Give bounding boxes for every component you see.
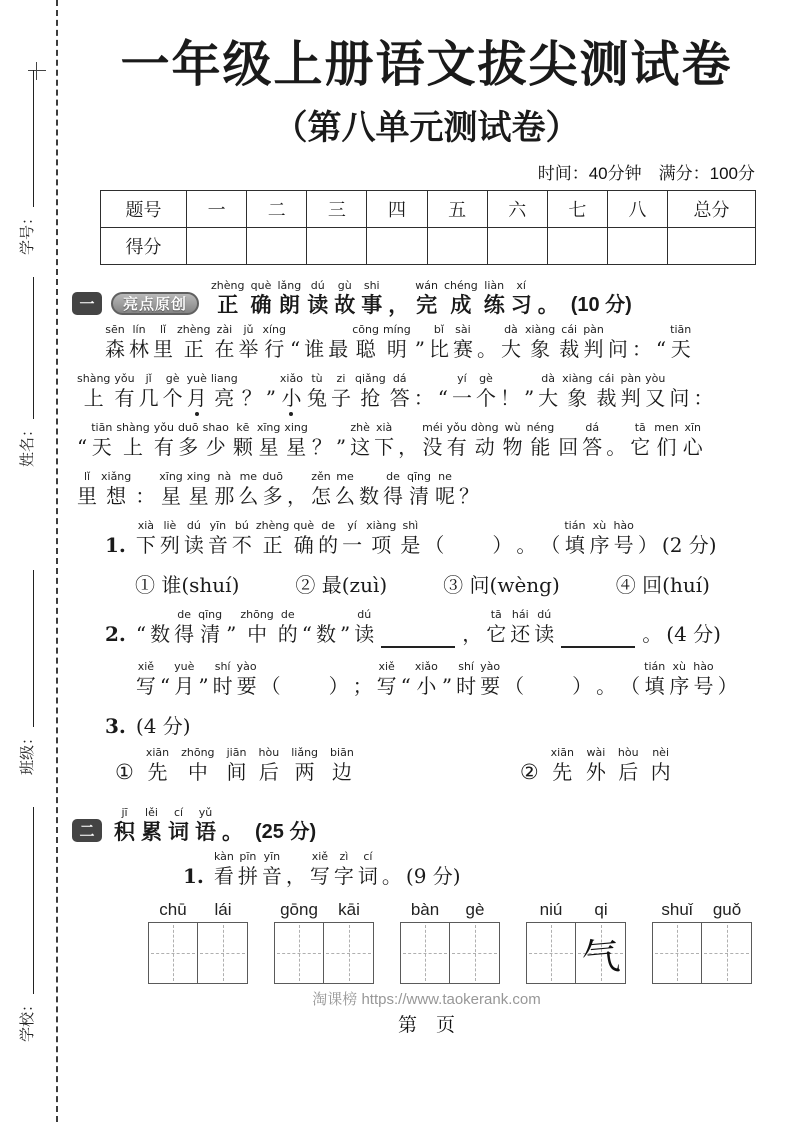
pinyin-label: guǒ — [712, 900, 742, 919]
pinyin-label: lái — [214, 900, 232, 919]
student-id-blank[interactable] — [32, 70, 34, 207]
exam-time-score-info: 时间：40分钟 满分：100分 — [537, 164, 755, 183]
pinyin-writing-grid — [148, 900, 793, 984]
score-cell[interactable] — [187, 228, 247, 265]
class-label: 班级： — [19, 729, 36, 775]
writing-cell[interactable] — [450, 922, 500, 984]
write-group — [400, 900, 500, 984]
score-cell[interactable] — [607, 228, 667, 265]
column-header: 二 — [247, 191, 307, 228]
section2-question-1-number: 1. — [183, 864, 204, 888]
pinyin-label: gè — [465, 900, 485, 919]
writing-cell[interactable] — [274, 922, 324, 984]
total-score-header: 总分 — [668, 191, 756, 228]
section2-question-1 — [183, 850, 793, 890]
pinyin-label: gōng — [280, 900, 318, 919]
question-1-number: 1. — [105, 533, 126, 557]
page-number-footer: 第 页 — [397, 1015, 455, 1036]
class-blank[interactable] — [32, 570, 34, 727]
story-line: “ tiān 天 shàng 上 yǒu 有 duō 多 shao 少 kē 颗 xīng 星 xing 星 ？ ” zhè 这 xià 下 ， méi 没 yǒu 有 dòng 动 wù 物 néng 能 回 dá 答 。 tā 它 men 们 xīn 心 — [77, 421, 703, 459]
column-header: 三 — [307, 191, 367, 228]
answer-blank[interactable] — [381, 623, 455, 648]
writing-cell[interactable] — [148, 922, 198, 984]
question-2 — [105, 608, 793, 648]
option-1[interactable]: ① 谁(shuí) — [135, 573, 240, 597]
page-subtitle: （第八单元测试卷） — [273, 109, 580, 147]
score-table — [100, 190, 756, 265]
score-label: 得分 — [101, 228, 187, 265]
question-2-number: 2. — [105, 622, 126, 646]
section2-title: jī 积 lěi 累 cí 词 yǔ 语 。 — [114, 806, 243, 844]
fold-line-divider — [56, 0, 58, 1122]
option-3[interactable]: ③ 问(wèng) — [443, 573, 560, 597]
question-3-options — [115, 746, 793, 786]
class-field — [16, 570, 37, 775]
student-name-field — [16, 277, 37, 467]
question-3 — [105, 660, 793, 740]
pinyin-label: bàn — [410, 900, 440, 919]
main-content — [60, 0, 793, 1037]
question-1-stem: xià 下 liè 列 dú 读 yīn 音 bú 不 zhèng 正 què 确 de 的 yí 一 xiàng 项 shì 是 （ ） 。 （ tián 填 xù 序 hào 号 ） (2 分) — [135, 519, 717, 557]
column-header: 八 — [607, 191, 667, 228]
original-highlight-badge: 亮点原创 — [111, 292, 199, 315]
pinyin-label: kāi — [338, 900, 360, 919]
score-table-header-row — [101, 191, 756, 228]
writing-cell[interactable] — [198, 922, 248, 984]
watermark-text: 淘课榜 https://www.taokerank.com — [312, 991, 541, 1008]
option-1-number: ① — [115, 760, 134, 784]
write-group — [148, 900, 248, 984]
column-header: 七 — [547, 191, 607, 228]
section1-title: zhèng 正 què 确 lǎng 朗 dú 读 gù 故 shi 事 ， wán 完 chéng 成 liàn 练 xí 习 。 — [211, 279, 559, 317]
column-header: 六 — [487, 191, 547, 228]
story-passage — [60, 323, 793, 510]
question-2-stem: “ 数 de 得 qīng 清 ” zhōng 中 de 的 “ 数 ” dú 读 ， tā 它 hái 还 dú 读 。 (4 分) — [135, 608, 721, 646]
story-line: lǐ 里 xiǎng 想 ： xīng 星 xing 星 nà 那 me 么 duō 多 ， zěn 怎 me 么 数 de 得 qīng 清 ne 呢 ？ — [77, 470, 480, 508]
story-line: shàng 上 yǒu 有 jǐ 几 gè 个 yuè 月 liang 亮 ？ ” xiǎo 小 tù 兔 zi 子 qiǎng 抢 dá 答 ： “ yí 一 gè 个 ！ ” dà 大 xiàng 象 cái 裁 pàn 判 yòu 又 问 ： — [77, 372, 714, 410]
section1-header — [72, 279, 793, 319]
question-3-stem: xiě 写 “ yuè 月 ” shí 时 yào 要 （ ） ； xiě 写 “ xiǎo 小 ” shí 时 yào 要 （ ） 。 （ tián 填 xù 序 hào 号 ） (4 分) — [135, 660, 738, 738]
option-2[interactable]: ② xiān 先 wài 外 hòu 后 nèi 内 — [519, 746, 671, 784]
score-cell[interactable] — [367, 228, 427, 265]
score-cell[interactable] — [547, 228, 607, 265]
column-header: 五 — [427, 191, 487, 228]
pinyin-label: chū — [159, 900, 187, 919]
score-cell[interactable] — [487, 228, 547, 265]
section2-header — [72, 806, 793, 846]
writing-cell[interactable] — [702, 922, 752, 984]
writing-cell[interactable] — [652, 922, 702, 984]
student-id-label: 学号： — [19, 209, 36, 255]
write-group — [526, 900, 626, 984]
write-group — [274, 900, 374, 984]
score-cell[interactable] — [307, 228, 367, 265]
option-1[interactable]: ① xiān 先 zhōng 中 jiān 间 hòu 后 liǎng 两 biān 边 — [115, 746, 354, 784]
column-header: 一 — [187, 191, 247, 228]
pinyin-label: niú — [539, 900, 563, 919]
section2-points: (25 分) — [255, 821, 317, 843]
score-cell[interactable] — [427, 228, 487, 265]
answer-blank[interactable] — [561, 623, 635, 648]
question-3-number: 3. — [105, 714, 126, 738]
student-name-blank[interactable] — [32, 277, 34, 419]
school-label: 学校： — [19, 996, 36, 1042]
section1-marker: 一 — [72, 292, 102, 315]
score-table-score-row — [101, 228, 756, 265]
section2-marker: 二 — [72, 819, 102, 842]
writing-cell[interactable] — [526, 922, 576, 984]
student-id-field — [16, 70, 37, 255]
section2-question-1-stem: kàn 看 pīn 拼 yīn 音 ， xiě 写 zì 字 cí 词 。 (9 分) — [213, 850, 461, 888]
story-line: sēn 森 lín 林 lǐ 里 zhèng 正 zài 在 jǔ 举 xíng 行 “ 谁 最 cōng 聪 míng 明 ” bǐ 比 sài 赛 。 dà 大 xiàng 象 cái 裁 pàn 判 问 ： “ tiān 天 — [105, 323, 692, 361]
handwritten-answer: 气 — [579, 932, 622, 981]
score-cell[interactable] — [247, 228, 307, 265]
pinyin-label: qi — [594, 900, 608, 919]
school-blank[interactable] — [32, 807, 34, 994]
section1-points: (10 分) — [570, 294, 632, 316]
page-title: 一年级上册语文拔尖测试卷 — [120, 38, 733, 92]
write-group — [652, 900, 752, 984]
school-field — [16, 807, 37, 1042]
student-name-label: 姓名： — [19, 421, 36, 467]
question-number-label: 题号 — [101, 191, 187, 228]
score-cell[interactable] — [668, 228, 756, 265]
question-1 — [105, 519, 793, 559]
writing-cell[interactable] — [400, 922, 450, 984]
pinyin-label: shuǐ — [661, 900, 693, 919]
writing-cell[interactable] — [576, 922, 626, 984]
writing-cell[interactable] — [324, 922, 374, 984]
question-1-options — [135, 569, 793, 598]
option-2[interactable]: ② 最(zuì) — [295, 573, 388, 597]
column-header: 四 — [367, 191, 427, 228]
option-2-number: ② — [519, 760, 539, 784]
option-4[interactable]: ④ 回(huí) — [615, 573, 710, 597]
